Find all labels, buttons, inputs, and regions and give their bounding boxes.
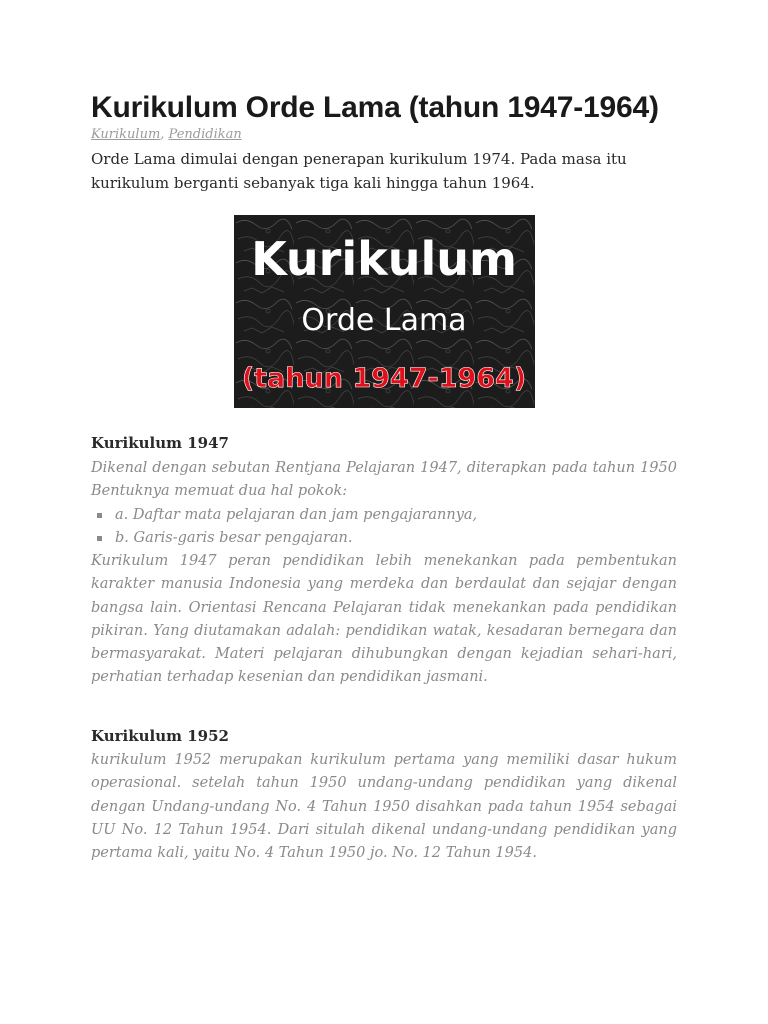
section-1947-intro: Dikenal dengan sebutan Rentjana Pelajaran 1947, diterapkan pada tahun 1950 Bentuknya memuat dua hal pokok: xyxy=(91,460,677,500)
banner-graphic xyxy=(234,215,535,408)
article-title: Kurikulum Orde Lama (tahun 1947-1964) xyxy=(91,91,659,124)
section-heading-1947: Kurikulum 1947 xyxy=(91,434,229,452)
banner-image xyxy=(234,215,535,408)
article-intro: Orde Lama dimulai dengan penerapan kurikulum 1974. Pada masa itu kurikulum berganti sebanyak tiga kali hingga tahun 1964. xyxy=(91,150,627,192)
bullet-icon xyxy=(97,536,102,541)
list-item xyxy=(91,504,677,527)
banner-line2: Orde Lama xyxy=(301,303,467,338)
list-item-text: a. Daftar mata pelajaran dan jam pengajarannya, xyxy=(115,507,478,523)
list-item xyxy=(91,527,677,550)
list-item-text: b. Garis-garis besar pengajaran. xyxy=(115,530,353,547)
section-1947-bullet-list xyxy=(91,504,677,551)
post-labels xyxy=(91,127,242,142)
bullet-icon xyxy=(97,513,102,518)
label-link-pendidikan[interactable]: Pendidikan xyxy=(168,127,242,142)
banner-line3: (tahun 1947-1964) xyxy=(241,363,527,394)
label-separator: , xyxy=(160,127,169,142)
section-heading-1952: Kurikulum 1952 xyxy=(91,727,229,745)
section-1947-body: Kurikulum 1947 peran pendidikan lebih menekankan pada pembentukan karakter manusia Indonesia yang merdeka dan berdaulat dan sejajar dengan bangsa lain. Orientasi Rencana Pelajaran tidak menekankan pada pendidikan pikiran. Yang diutamakan adalah: pendidikan watak, kesadaran bernegara dan bermasyarakat. Materi pelajaran dihubungkan dengan kejadian sehari-hari, perhatian terhadap kesenian dan pendidikan jasmani. xyxy=(91,553,677,686)
section-1952-body: kurikulum 1952 merupakan kurikulum pertama yang memiliki dasar hukum operasional. setelah tahun 1950 undang-undang pendidikan yang dikenal dengan Undang-undang No. 4 Tahun 1950 disahkan pada tahun 1954 sebagai UU No. 12 Tahun 1954. Dari situlah dikenal undang-undang pendidikan yang pertama kali, yaitu No. 4 Tahun 1950 jo. No. 12 Tahun 1954. xyxy=(91,752,677,862)
banner-line1: Kurikulum xyxy=(251,232,517,286)
label-link-kurikulum[interactable]: Kurikulum xyxy=(91,127,161,142)
